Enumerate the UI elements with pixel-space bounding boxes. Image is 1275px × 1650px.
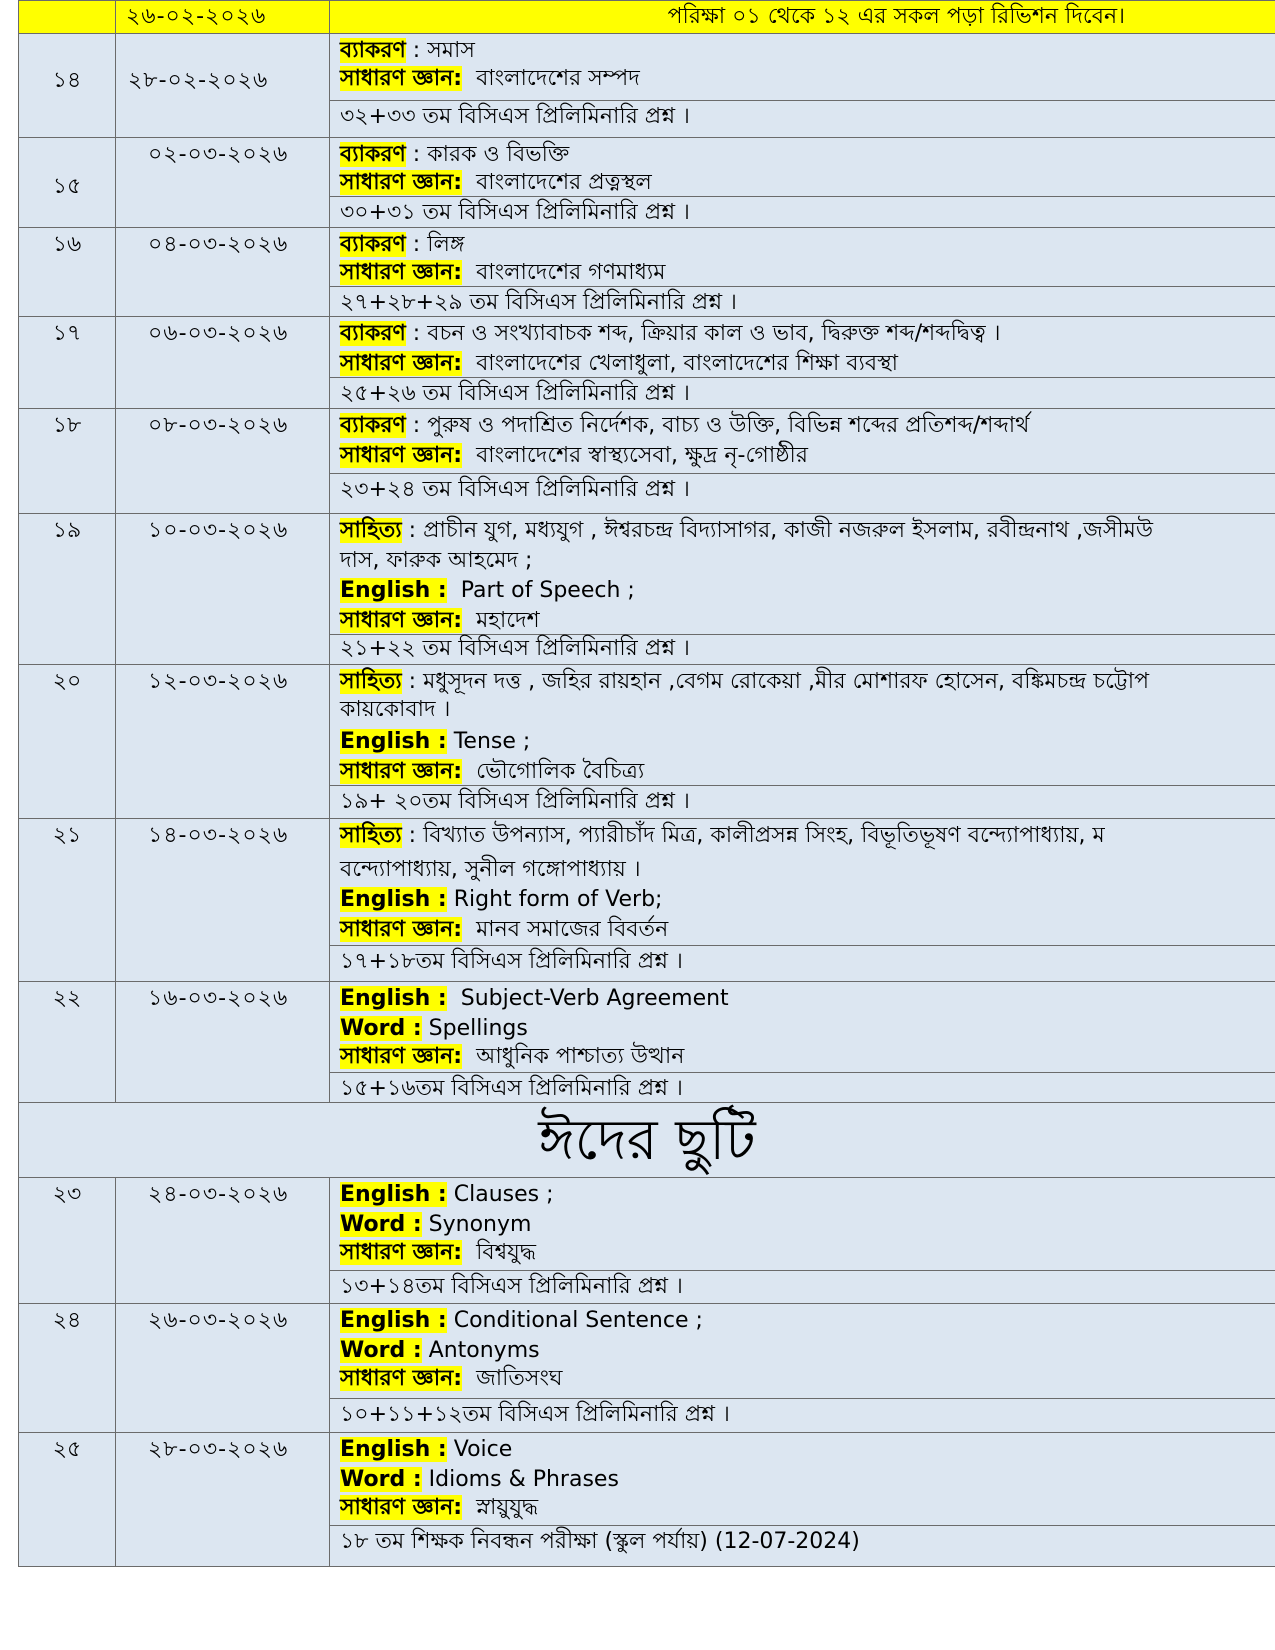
topic-line: [340, 727, 1275, 757]
exam-number: [18, 1178, 116, 1303]
topic-label: Word :: [340, 1016, 422, 1041]
row-divider: [330, 1525, 1275, 1526]
topic-separator: [422, 1212, 429, 1237]
exam-date: [116, 514, 330, 664]
topic-line: [340, 1336, 1275, 1366]
holiday-row: [18, 1103, 1275, 1178]
topic-separator: [447, 578, 461, 603]
topic-label: সাহিত্য: [340, 518, 402, 543]
schedule-row: [18, 317, 1275, 409]
topic-line: [340, 1465, 1275, 1495]
exam-date: [116, 982, 330, 1102]
exam-topics: [330, 665, 1275, 818]
question-line: ৩০+৩১ তম বিসিএস প্রিলিমিনারি প্রশ্ন ।: [340, 200, 690, 225]
exam-topics: [330, 1178, 1275, 1303]
topic-text: Synonym: [428, 1212, 532, 1237]
exam-number: [18, 665, 116, 818]
topic-line: [340, 1238, 1275, 1268]
topic-text: প্রাচীন যুগ, মধ্যযুগ , ঈশ্বরচন্দ্র বিদ্যাসাগর, কাজী নজরুল ইসলাম, রবীন্দ্রনাথ ,জসীমউ: [423, 518, 1153, 543]
exam-date-text: ১০-০৩-২০২৬: [148, 518, 289, 543]
exam-date: [116, 409, 330, 513]
topic-label: সাধারণ জ্ঞান:: [340, 66, 463, 91]
topic-text: Conditional Sentence ;: [453, 1308, 703, 1333]
exam-number: [18, 317, 116, 408]
topic-separator: [462, 170, 476, 195]
exam-number: [18, 409, 116, 513]
exam-number-text: ২০: [52, 669, 82, 694]
exam-topics: [330, 982, 1275, 1102]
topic-line: [340, 757, 1275, 787]
exam-date: [116, 34, 330, 137]
topic-label: সাধারণ জ্ঞান:: [340, 917, 463, 942]
topic-text: বাংলাদেশের প্রত্নস্থল: [476, 170, 652, 195]
topic-label: সাধারণ জ্ঞান:: [340, 260, 463, 285]
exam-date-text: ২৪-০৩-২০২৬: [148, 1182, 289, 1207]
topic-line: [340, 1180, 1275, 1210]
topic-separator: [447, 986, 461, 1011]
exam-topics: [330, 1433, 1275, 1566]
topic-text: Clauses ;: [453, 1182, 554, 1207]
topic-line: [340, 885, 1275, 915]
holiday-label: ঈদের ছুটি: [18, 1103, 1275, 1178]
exam-number-text: ১৭: [52, 321, 82, 346]
topic-separator: [462, 351, 476, 376]
exam-number: [18, 982, 116, 1102]
topic-text: জাতিসংঘ: [476, 1366, 563, 1391]
topic-line: [340, 695, 1275, 725]
row-divider: [330, 945, 1275, 946]
exam-topics: [330, 1304, 1275, 1432]
topic-line: [340, 168, 1275, 198]
exam-date: [116, 1433, 330, 1566]
topic-separator: [447, 1308, 454, 1333]
topic-text: বিশ্বযুদ্ধ: [476, 1240, 536, 1265]
topic-label: English :: [340, 986, 447, 1011]
topic-text: ভৌগোলিক বৈচিত্র্য: [476, 759, 645, 784]
topic-separator: [447, 1182, 454, 1207]
topic-separator: [447, 1437, 454, 1462]
schedule-row: [18, 514, 1275, 665]
topic-text: কায়কোবাদ ।: [340, 697, 451, 722]
topic-separator: [462, 1366, 476, 1391]
topic-label: English :: [340, 887, 447, 912]
topic-separator: [422, 1467, 429, 1492]
exam-number: [18, 819, 116, 981]
exam-topics: [330, 138, 1275, 227]
topic-label: ব্যাকরণ: [340, 38, 406, 63]
header-row: [18, 0, 1275, 34]
row-divider: [330, 785, 1275, 786]
topic-label: English :: [340, 1437, 447, 1462]
row-divider: [330, 473, 1275, 474]
topic-separator: :: [405, 232, 428, 257]
exam-date-text: ০৮-০৩-২০২৬: [148, 413, 289, 438]
exam-topics: [330, 228, 1275, 316]
topic-label: English :: [340, 578, 447, 603]
exam-topics: [330, 317, 1275, 408]
row-divider: [330, 286, 1275, 287]
topic-text: মধুসূদন দত্ত , জহির রায়হান ,বেগম রোকেয়া ,মীর মোশারফ হোসেন, বঙ্কিমচন্দ্র চট্টোপ: [423, 669, 1150, 694]
topic-label: সাধারণ জ্ঞান:: [340, 759, 463, 784]
exam-date-text: ১৪-০৩-২০২৬: [148, 823, 289, 848]
topic-text: বিখ্যাত উপন্যাস, প্যারীচাঁদ মিত্র, কালীপ্রসন্ন সিংহ, বিভূতিভূষণ বন্দ্যোপাধ্যায়, ম: [423, 823, 1105, 848]
question-line: ১৫+১৬তম বিসিএস প্রিলিমিনারি প্রশ্ন ।: [340, 1076, 683, 1101]
exam-number-text: ২৩: [52, 1182, 82, 1207]
topic-line: [340, 1306, 1275, 1336]
topic-separator: [462, 1495, 476, 1520]
topic-line: [340, 349, 1275, 379]
question-line: ২১+২২ তম বিসিএস প্রিলিমিনারি প্রশ্ন ।: [340, 636, 690, 661]
topic-text: লিঙ্গ: [427, 232, 465, 257]
topic-separator: [462, 1240, 476, 1265]
exam-date: [116, 317, 330, 408]
topic-separator: [447, 729, 454, 754]
topic-separator: :: [401, 518, 424, 543]
exam-topics: [330, 34, 1275, 137]
topic-line: [340, 1435, 1275, 1465]
topic-label: সাধারণ জ্ঞান:: [340, 170, 463, 195]
topic-text: কারক ও বিভক্তি: [427, 142, 570, 167]
question-line: ১০+১১+১২তম বিসিএস প্রিলিমিনারি প্রশ্ন ।: [340, 1402, 730, 1427]
topic-text: বাংলাদেশের স্বাস্থ্যসেবা, ক্ষুদ্র নৃ-গোষ্ঠীর: [476, 443, 808, 468]
topic-line: [340, 516, 1275, 546]
topic-label: ব্যাকরণ: [340, 321, 406, 346]
schedule-row: [18, 138, 1275, 228]
question-line: ৩২+৩৩ তম বিসিএস প্রিলিমিনারি প্রশ্ন ।: [340, 104, 690, 129]
topic-label: ব্যাকরণ: [340, 142, 406, 167]
topic-label: সাধারণ জ্ঞান:: [340, 443, 463, 468]
header-no-cell: [18, 1, 116, 33]
topic-text: সমাস: [427, 38, 475, 63]
topic-separator: :: [405, 413, 428, 438]
question-line: ২৩+২৪ তম বিসিএস প্রিলিমিনারি প্রশ্ন ।: [340, 477, 690, 502]
question-line: ১৭+১৮তম বিসিএস প্রিলিমিনারি প্রশ্ন ।: [340, 949, 683, 974]
exam-number: [18, 34, 116, 137]
topic-label: সাধারণ জ্ঞান:: [340, 1366, 463, 1391]
exam-number-text: ২৪: [52, 1308, 82, 1333]
topic-line: [340, 1042, 1275, 1072]
question-line: ২৫+২৬ তম বিসিএস প্রিলিমিনারি প্রশ্ন ।: [340, 381, 690, 406]
topic-separator: [462, 443, 476, 468]
topic-text: Voice: [453, 1437, 513, 1462]
topic-line: [340, 576, 1275, 606]
schedule-row: [18, 1433, 1275, 1567]
topic-line: [340, 915, 1275, 945]
topic-text: স্নায়ুযুদ্ধ: [476, 1495, 539, 1520]
exam-number: [18, 1433, 116, 1566]
exam-date-text: ২৮-০৩-২০২৬: [148, 1437, 289, 1462]
topic-text: বচন ও সংখ্যাবাচক শব্দ, ক্রিয়ার কাল ও ভাব, দ্বিরুক্ত শব্দ/শব্দদ্বিত্ব ।: [427, 321, 1001, 346]
topic-label: English :: [340, 1182, 447, 1207]
topic-separator: [462, 917, 476, 942]
schedule-row: [18, 409, 1275, 514]
topic-label: English :: [340, 1308, 447, 1333]
topic-line: [340, 1493, 1275, 1523]
topic-label: সাধারণ জ্ঞান:: [340, 1044, 463, 1069]
question-line: ১৩+১৪তম বিসিএস প্রিলিমিনারি প্রশ্ন ।: [340, 1274, 683, 1299]
topic-separator: :: [405, 321, 428, 346]
topic-text: Part of Speech ;: [460, 578, 635, 603]
topic-label: সাধারণ জ্ঞান:: [340, 1240, 463, 1265]
exam-number: [18, 1304, 116, 1432]
exam-date-text: ০৬-০৩-২০২৬: [148, 321, 289, 346]
question-line: ২৭+২৮+২৯ তম বিসিএস প্রিলিমিনারি প্রশ্ন ।: [340, 290, 737, 315]
exam-topics: [330, 409, 1275, 513]
topic-label: সাধারণ জ্ঞান:: [340, 351, 463, 376]
row-divider: [330, 1270, 1275, 1271]
exam-date: [116, 1178, 330, 1303]
topic-text: মহাদেশ: [476, 608, 540, 633]
topic-line: [340, 821, 1275, 851]
topic-separator: :: [405, 38, 428, 63]
topic-text: বাংলাদেশের গণমাধ্যম: [476, 260, 666, 285]
topic-separator: [462, 608, 476, 633]
exam-date-text: ২৮-০২-২০২৬: [128, 68, 269, 93]
schedule-row: [18, 819, 1275, 982]
topic-separator: [462, 66, 476, 91]
row-divider: [330, 100, 1275, 101]
topic-line: [340, 140, 1275, 170]
topic-separator: :: [401, 823, 424, 848]
exam-date: [116, 665, 330, 818]
exam-number-text: ১৪: [52, 68, 82, 93]
header-note: পরিক্ষা ০১ থেকে ১২ এর সকল পড়া রিভিশন দিবেন।: [667, 4, 1125, 29]
topic-line: [340, 1014, 1275, 1044]
exam-number-text: ১৫: [52, 174, 82, 199]
exam-number: [18, 138, 116, 227]
exam-number-text: ২২: [52, 986, 82, 1011]
exam-date-text: ১২-০৩-২০২৬: [148, 669, 289, 694]
header-date: ২৬-০২-২০২৬: [116, 1, 330, 33]
schedule-row: [18, 982, 1275, 1103]
topic-line: [340, 64, 1275, 94]
topic-separator: [462, 759, 476, 784]
topic-text: বাংলাদেশের সম্পদ: [476, 66, 640, 91]
topic-separator: :: [405, 142, 428, 167]
exam-topics: [330, 514, 1275, 664]
topic-line: [340, 606, 1275, 636]
exam-date: [116, 1304, 330, 1432]
row-divider: [330, 1398, 1275, 1399]
exam-date-text: ০২-০৩-২০২৬: [148, 142, 289, 167]
topic-text: Antonyms: [428, 1338, 540, 1363]
topic-label: English :: [340, 729, 447, 754]
topic-text: দাস, ফারুক আহমেদ ;: [340, 548, 533, 573]
topic-line: [340, 258, 1275, 288]
exam-number-text: ১৬: [52, 232, 82, 257]
topic-line: [340, 546, 1275, 576]
topic-line: [340, 1210, 1275, 1240]
schedule-row: [18, 665, 1275, 819]
row-divider: [330, 1072, 1275, 1073]
topic-label: সাহিত্য: [340, 823, 402, 848]
topic-label: সাহিত্য: [340, 669, 402, 694]
exam-date-text: ১৬-০৩-২০২৬: [148, 986, 289, 1011]
exam-date-text: ০৪-০৩-২০২৬: [148, 232, 289, 257]
schedule-row: [18, 228, 1275, 317]
topic-label: Word :: [340, 1212, 422, 1237]
exam-date: [116, 228, 330, 316]
exam-number-text: ২১: [52, 823, 82, 848]
exam-topics: [330, 819, 1275, 981]
exam-number: [18, 514, 116, 664]
topic-text: Subject-Verb Agreement: [460, 986, 729, 1011]
row-divider: [330, 377, 1275, 378]
exam-date-text: ২৬-০৩-২০২৬: [148, 1308, 289, 1333]
topic-label: সাধারণ জ্ঞান:: [340, 1495, 463, 1520]
topic-separator: [462, 260, 476, 285]
topic-text: আধুনিক পাশ্চাত্য উত্থান: [476, 1044, 685, 1069]
topic-text: মানব সমাজের বিবর্তন: [476, 917, 669, 942]
topic-label: Word :: [340, 1467, 422, 1492]
question-line: ১৯+ ২০তম বিসিএস প্রিলিমিনারি প্রশ্ন ।: [340, 789, 690, 814]
topic-line: [340, 855, 1275, 885]
exam-number-text: ১৯: [52, 518, 82, 543]
topic-line: [340, 36, 1275, 66]
topic-line: [340, 667, 1275, 697]
topic-text: Right form of Verb;: [453, 887, 663, 912]
topic-text: পুরুষ ও পদাশ্রিত নির্দেশক, বাচ্য ও উক্তি, বিভিন্ন শব্দের প্রতিশব্দ/শব্দার্থ: [427, 413, 1030, 438]
topic-line: [340, 230, 1275, 260]
topic-text: Tense ;: [453, 729, 531, 754]
topic-separator: :: [401, 669, 424, 694]
topic-text: Idioms & Phrases: [428, 1467, 619, 1492]
topic-line: [340, 411, 1275, 441]
topic-text: বাংলাদেশের খেলাধুলা, বাংলাদেশের শিক্ষা ব্যবস্থা: [476, 351, 899, 376]
topic-line: [340, 1364, 1275, 1394]
topic-label: সাধারণ জ্ঞান:: [340, 608, 463, 633]
topic-label: Word :: [340, 1338, 422, 1363]
topic-text: বন্দ্যোপাধ্যায়, সুনীল গঙ্গোপাধ্যায় ।: [340, 857, 641, 882]
topic-separator: [447, 887, 454, 912]
topic-line: [340, 319, 1275, 349]
exam-number: [18, 228, 116, 316]
row-divider: [330, 196, 1275, 197]
topic-separator: [422, 1338, 429, 1363]
schedule-row: [18, 1304, 1275, 1433]
question-line: ১৮ তম শিক্ষক নিবন্ধন পরীক্ষা (স্কুল পর্যায়) (12-07-2024): [340, 1529, 860, 1554]
topic-separator: [422, 1016, 429, 1041]
exam-number-text: ২৫: [52, 1437, 82, 1462]
schedule-row: [18, 1178, 1275, 1304]
schedule-row: [18, 34, 1275, 138]
topic-line: [340, 441, 1275, 471]
exam-number-text: ১৮: [52, 413, 82, 438]
exam-date: [116, 819, 330, 981]
topic-line: [340, 984, 1275, 1014]
topic-label: ব্যাকরণ: [340, 232, 406, 257]
topic-text: Spellings: [428, 1016, 528, 1041]
topic-label: ব্যাকরণ: [340, 413, 406, 438]
schedule-table: [18, 0, 1275, 1650]
topic-separator: [462, 1044, 476, 1069]
exam-date: [116, 138, 330, 227]
